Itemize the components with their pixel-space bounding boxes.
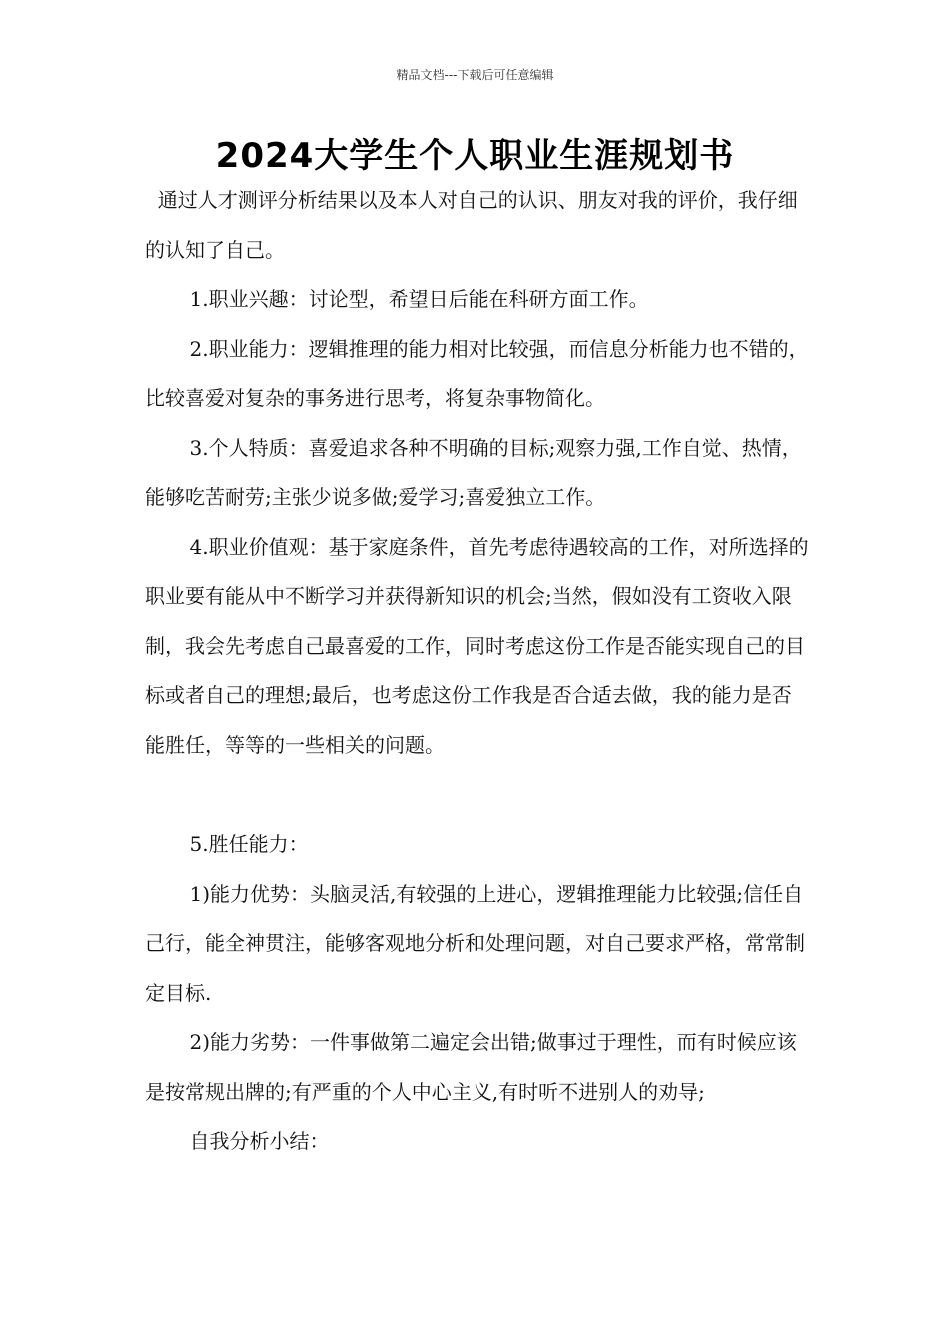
paragraph-summary-heading: 自我分析小结： [145,1129,330,1153]
paragraph-intro: 通过人才测评分析结果以及本人对自己的认识、朋友对我的评价，我仔细的认知了自己。 [145,188,798,262]
document-title: 2024大学生个人职业生涯规划书 [215,136,735,176]
header-note: 精品文档---下载后可任意编辑 [396,68,554,82]
paragraph-ability: 2.职业能力：逻辑推理的能力相对比较强，而信息分析能力也不错的，比较喜爱对复杂的事务进行思考，将复杂事物简化。 [145,336,809,410]
paragraph-gap [145,770,810,820]
paragraph-competency: 5.胜任能力： [145,832,309,856]
paragraph-strengths: 1)能力优势：头脑灵活,有较强的上进心，逻辑推理能力比较强;信任自己行，能全神贯注，能够客观地分析和处理问题，对自己要求严格，常常制定目标. [145,881,805,1005]
paragraph-values: 4.职业价值观：基于家庭条件，首先考虑待遇较高的工作，对所选择的职业要有能从中不断学习并获得新知识的机会;当然，假如没有工资收入限制，我会先考虑自己最喜爱的工作，同时考虑这份工作是否能实现自己的目标或者自己的理想;最后，也考虑这份工作我是否合适去做，我的能力是否能胜任，等等的一些相关的问题。 [145,534,809,757]
paragraph-interest: 1.职业兴趣：讨论型，希望日后能在科研方面工作。 [145,287,649,311]
paragraph-traits: 3.个人特质：喜爱追求各种不明确的目标;观察力强,工作自觉、热情，能够吃苦耐劳;主张少说多做;爱学习;喜爱独立工作。 [145,435,802,509]
paragraph-weaknesses: 2)能力劣势：一件事做第二遍定会出错;做事过于理性，而有时候应该是按常规出牌的;有严重的个人中心主义,有时听不进别人的劝导; [145,1030,797,1104]
document-body [145,176,810,1167]
